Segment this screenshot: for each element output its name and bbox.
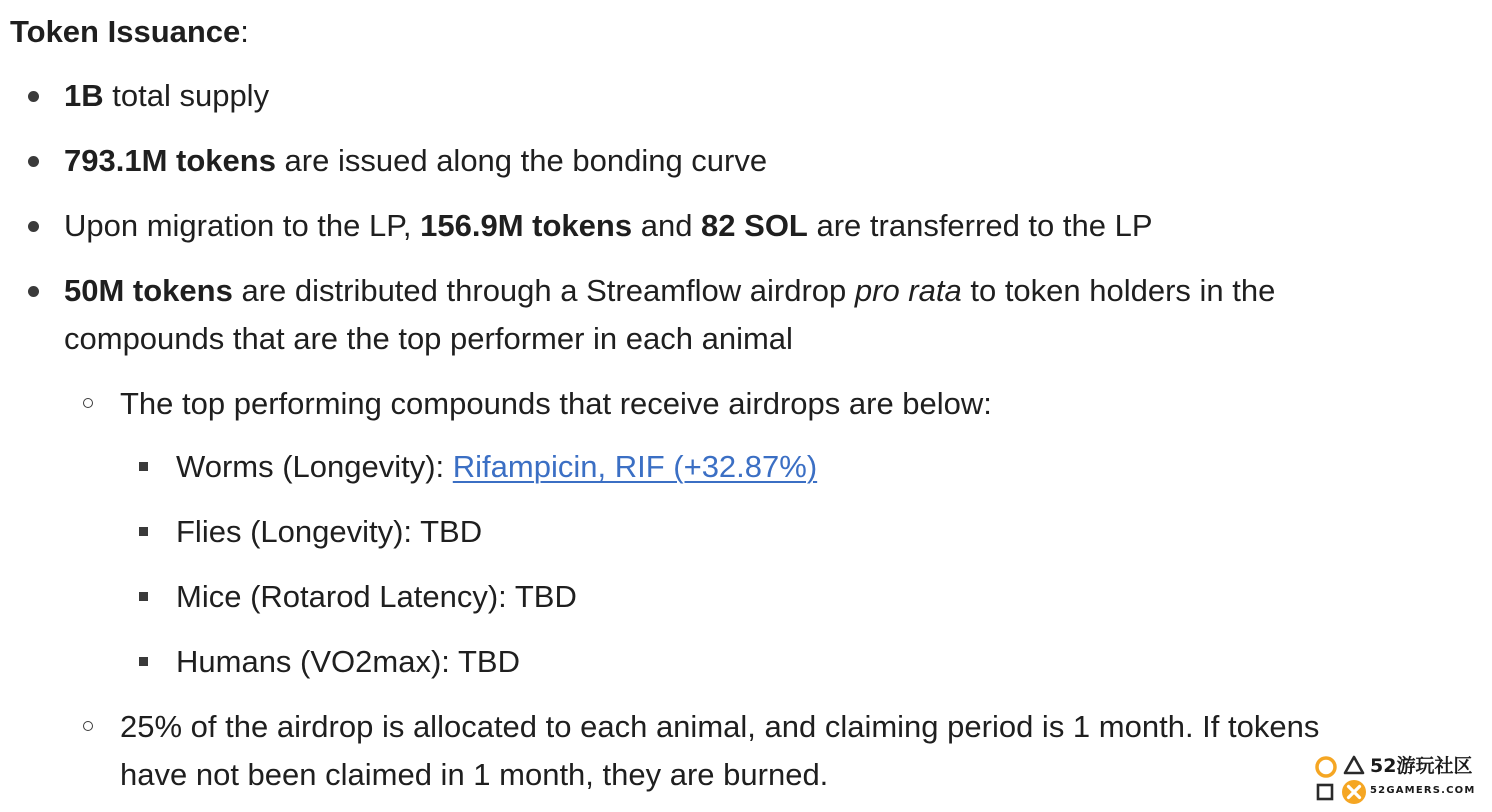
circle-icon [1317,758,1335,776]
animal-list [176,443,817,491]
list-item: The top performing compounds that receive airdrops are below: [120,380,992,428]
bold-text: 50M tokens [64,273,233,308]
item-text-continued: have not been claimed in 1 month, they are burned. [120,757,829,792]
item-text: Upon migration to the LP, [64,208,421,243]
bold-text: 156.9M tokens [420,208,633,243]
list-item [64,267,1275,363]
bullet-list [64,267,1275,363]
bullet-list [64,202,1153,250]
item-text: are transferred to the LP [807,208,1153,243]
bullet-list [64,137,767,185]
heading-title: Token Issuance [10,14,241,49]
item-text-continued: compounds that are the top performer in each animal [64,321,793,356]
cross-icon [1342,780,1366,804]
list-item: Flies (Longevity): TBD [176,508,482,556]
bold-text: 82 SOL [701,208,808,243]
sub-list [120,380,992,428]
list-item [176,443,817,491]
list-item: Mice (Rotarod Latency): TBD [176,573,577,621]
item-text: and [632,208,702,243]
italic-text: pro rata [854,273,962,308]
item-text: to token holders in the [961,273,1276,308]
item-text: are distributed through a Streamflow airdrop [232,273,855,308]
item-text: total supply [103,78,270,113]
section-heading [10,8,249,56]
animal-list [176,573,577,621]
list-item: Humans (VO2max): TBD [176,638,520,686]
heading-colon: : [240,14,249,49]
item-text: are issued along the bonding curve [275,143,768,178]
animal-list [176,638,520,686]
animal-label: Worms (Longevity): [176,449,453,484]
bold-text: 1B [64,78,104,113]
item-text: 25% of the airdrop is allocated to each animal, and claiming period is 1 month. If tokens [120,709,1320,744]
watermark-text: 52游玩社区 [1370,755,1473,777]
watermark-url: 52GAMERS.COM [1370,785,1476,796]
sub-list [120,703,1319,799]
bullet-list [64,72,269,120]
list-item [64,202,1153,250]
list-item [64,72,269,120]
bold-text: 793.1M tokens [64,143,276,178]
animal-list [176,508,482,556]
compound-link[interactable]: Rifampicin, RIF (+32.87%) [452,449,818,484]
list-item [64,137,767,185]
list-item [120,703,1319,799]
triangle-icon [1345,757,1363,773]
square-icon [1318,785,1332,799]
watermark-icons [1312,752,1368,808]
watermark-logo [1312,752,1486,808]
